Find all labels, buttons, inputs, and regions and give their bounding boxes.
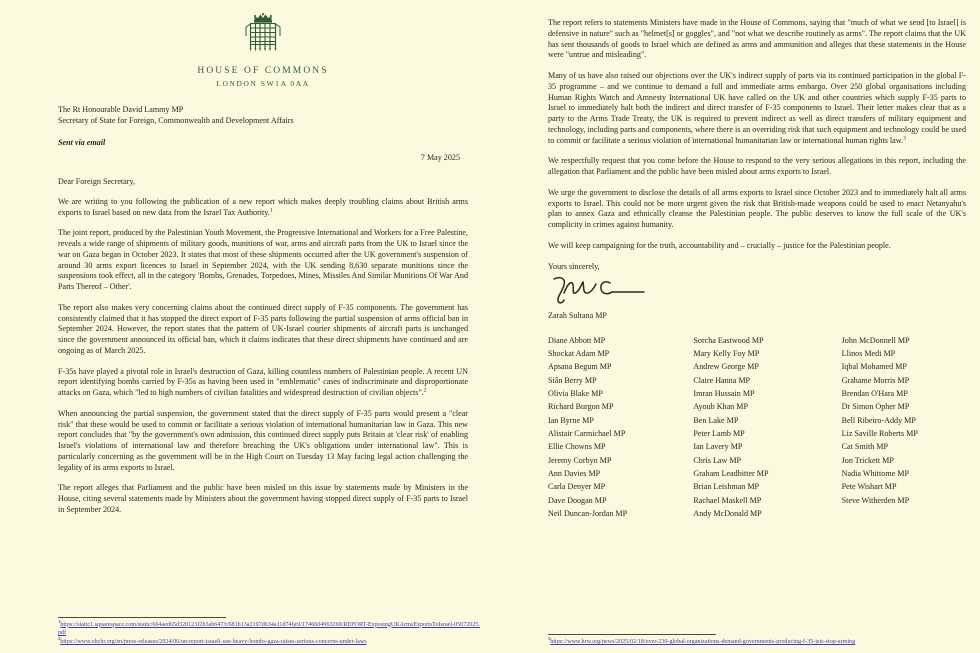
paragraph: We will keep campaigning for the truth, accountability and – crucially – justice for the Palestinian people.: [548, 240, 891, 250]
footnote-link[interactable]: https://www.ohchr.org/en/press-releases/2024/06/un-report-israeli-use-heavy-bombs-gaza-raises-serious-concerns-under-laws: [60, 639, 367, 646]
salutation: Dear Foreign Secretary,: [58, 176, 136, 186]
paragraph: The joint report, produced by the Palestinian Youth Movement, the Progressive International and Workers for a Free Palestine, reveals a wide range of shipments of military goods, munitions of war, arms and aircraft parts from the UK to Israel since the war on Gaza began in October 2023. It states that most of these shipments occurred after the UK government's suspension of around 30 arms export licences to Israel in September 2024, with the UK sending 8,630 separate munitions since the suspensions took effect, all in the category 'Bombs, Grenades, Torpedoes, Mines, Missiles And Similar Munitions Of War And Parts Thereof – Other'.: [58, 228, 468, 292]
signatory: Diane Abbott MP: [548, 335, 606, 345]
footnote-marker: 1: [58, 618, 61, 624]
signatory: Neil Duncan-Jordan MP: [548, 508, 628, 518]
signatory: Dave Doogan MP: [548, 495, 607, 505]
signatories-list: [548, 334, 966, 521]
signatory: Ian Byrne MP: [548, 415, 594, 425]
signatory: Grahame Morris MP: [841, 375, 910, 385]
signatory: Alistair Carmichael MP: [548, 428, 626, 438]
signatory: Richard Burgon MP: [548, 402, 614, 412]
signatory: Brian Leishman MP: [693, 482, 760, 492]
footnote-marker: 3: [903, 134, 906, 141]
signatory: Jon Trickett MP: [841, 455, 894, 465]
signatory: Cat Smith MP: [841, 442, 888, 452]
signatory: Dr Simon Opher MP: [841, 402, 910, 412]
signatory: Iqbal Mohamed MP: [841, 362, 907, 372]
recipient-block: [58, 104, 468, 127]
signatory: Andy McDonald MP: [693, 508, 762, 518]
footnote-section: [58, 617, 480, 647]
letterhead-title: HOUSE OF COMMONS: [197, 66, 329, 76]
signatory: Chris Law MP: [693, 455, 742, 465]
footnote-item: [58, 618, 480, 642]
footnote-marker: 1: [269, 207, 273, 214]
footnote-marker: 3: [548, 636, 551, 642]
paragraph: We respectfully request that you come before the House to respond to the very serious allegations in this report, including the allegation that Parliament and the public have been misled about arms exports to Israel.: [548, 156, 966, 176]
signatory: Jeremy Corbyn MP: [548, 455, 612, 465]
signatory: Bell Ribeiro-Addy MP: [841, 415, 916, 425]
paragraph-text: Many of us have also raised our objections over the UK's indirect supply of parts via its continued participation in the global F-35 programme – and we continue to demand a full and immediate arms embargo. Over 250 global organisations including Human Rights Watch and Amnesty International UK have called on the UK and other countries which supply F-35 parts to Israel to immediately halt both the indirect and direct transfer of F-35 components to Israel. Their letter makes clear that as a party to the Arms Trade Treaty, the UK is required to prevent indirect as well as direct transfers of military equipment and technology, including parts and components, where there is an overriding risk that such equipment and technology could be used to commit or facilitate a serious violation of international humanitarian law or international human rights law.: [548, 71, 966, 145]
footnote-item: [58, 638, 480, 647]
signatory: Liz Saville Roberts MP: [841, 428, 918, 438]
footnote-link[interactable]: https://static1.squarespace.com/static/664aed65d320123f2b3ab647/t/681b13a2197d634a11d746c0/1746604963269/REPORT-ExposingUKArmsExportsToIsrael-05072025.pdf: [58, 621, 480, 637]
letterhead-address: LONDON SW1A 0AA: [216, 79, 310, 88]
signatory: Ian Lavery MP: [693, 442, 743, 452]
signatories-column-1: [548, 334, 693, 521]
paragraph: [58, 197, 468, 219]
letter-page-2: [490, 0, 980, 653]
paragraph-text: F-35s have played a pivotal role in Israel's destruction of Gaza, killing countless numbers of Palestinian people. A recent UN report identifying bombs carried by F-35s as having been used in "emblematic" cases of indiscriminate and disproportionate attacks on Gaza, which "led to high numbers of civilian fatalities and widespread destruction of civilian objects".: [58, 366, 468, 398]
signatory: Shockat Adam MP: [548, 348, 610, 358]
signatory: Andrew George MP: [693, 362, 759, 372]
paragraph: We urge the government to disclose the details of all arms exports to Israel since October 2023 and to immediately halt all arms exports to Israel. This could not be more urgent given the risk that British-made weapons could be used to enact Netanyahu's plan to annex Gaza and ethnically cleanse the Palestinian people. The public deserves to know the full scale of the UK's complicity in crimes against humanity.: [548, 187, 966, 229]
letterhead: [58, 12, 468, 88]
signatories-column-2: [693, 334, 841, 521]
signatory: Llinos Medi MP: [841, 348, 896, 358]
letter-date: 7 May 2025: [420, 152, 460, 162]
signatory: Rachael Maskell MP: [693, 495, 762, 505]
signatory: Imran Hussain MP: [693, 388, 755, 398]
footnote-section: [548, 634, 968, 647]
paragraph: When announcing the partial suspension, the government stated that the direct supply of F-35 parts would present a "clear risk" that these would be used to commit or facilitate a serious violation of international humanitarian law in Gaza. This new report concludes that "by the government's own admission, this continued direct supply puts Britain at 'clear risk' of enabling Israel's violations of international law and therefore breaching the UK's obligations under international law". This is particularly concerning as the government will be in the High Court on Tuesday 13 May facing legal action challenging the legality of its arms exports to Israel.: [58, 408, 468, 472]
signer-name: Zarah Sultana MP: [548, 310, 607, 320]
signatory: John McDonnell MP: [841, 335, 910, 345]
signatory: Claire Hanna MP: [693, 375, 751, 385]
signatory: Mary Kelly Foy MP: [693, 348, 760, 358]
signatory: Steve Witherden MP: [841, 495, 910, 505]
paragraph: The report alleges that Parliament and the public have been misled on this issue by statements made by Ministers in the House, citing several statements made by Ministers about the government having stopped direct supply of F-35 parts to Israel in September 2024.: [58, 483, 468, 514]
footnote-item: [548, 638, 968, 647]
signatory: Graham Leadbitter MP: [693, 468, 769, 478]
paragraph: The report refers to statements Ministers have made in the House of Commons, saying that "much of what we send [to Israel] is defensive in nature" such as "helmet[s] or goggles", and "not what we describe routinely as arms". The report claims that the UK has sent thousands of goods to Israel which are defined as arms and ammunition and alleges that these statements in the House were "untrue and misleading".: [548, 18, 966, 60]
footnote-divider: [58, 617, 226, 618]
signatory: Carla Denyer MP: [548, 482, 606, 492]
recipient-title: Secretary of State for Foreign, Commonwealth and Development Affairs: [58, 116, 294, 126]
portcullis-crowned-icon: [58, 12, 468, 61]
signatory: Siân Berry MP: [548, 375, 597, 385]
handwritten-signature: [548, 273, 966, 309]
paragraph: The report also makes very concerning claims about the continued direct supply of F-35 components. The government has consistently claimed that it has stopped the direct export of F-35 parts following the partial suspension of arms official ban in September 2024. However, the report states that the pattern of UK-Israel courier shipments of aircraft parts is unchanged since the government announced its official ban, which it claims indicates that these direct shipments have continued and are ongoing as of March 2025.: [58, 302, 468, 355]
signatory: Olivia Blake MP: [548, 388, 603, 398]
signatory: Ellie Chowns MP: [548, 442, 606, 452]
recipient-name: The Rt Honourable David Lammy MP: [58, 105, 184, 114]
footnote-link[interactable]: https://www.hrw.org/news/2025/02/18/over-230-global-organizations-demand-governments-producing-f-35-jets-stop-arming: [550, 639, 856, 646]
signatory: Ayoub Khan MP: [693, 402, 748, 412]
signatory: Ben Lake MP: [693, 415, 739, 425]
paragraph: [548, 71, 966, 146]
signatory: Apsana Begum MP: [548, 362, 612, 372]
signatory: Nadia Whittome MP: [841, 468, 909, 478]
signatory: Sorcha Eastwood MP: [693, 335, 764, 345]
signatory: Peter Lamb MP: [693, 428, 745, 438]
valediction: Yours sincerely,: [548, 261, 600, 271]
paragraph: [58, 367, 468, 399]
footnote-marker: 2: [58, 636, 61, 642]
signatory: Brendan O'Hara MP: [841, 388, 908, 398]
footnote-marker: 2: [423, 387, 427, 394]
signatory: Pete Wishart MP: [841, 482, 897, 492]
paragraph-text: We are writing to you following the publication of a new report which makes deeply troubling claims about British arms exports to Israel based on new data from the Israel Tax Authority.: [58, 196, 468, 217]
signatories-column-3: [842, 334, 966, 521]
footnote-divider: [548, 634, 716, 635]
signatory: Ann Davies MP: [548, 468, 601, 478]
delivery-note: Sent via email: [58, 137, 106, 147]
